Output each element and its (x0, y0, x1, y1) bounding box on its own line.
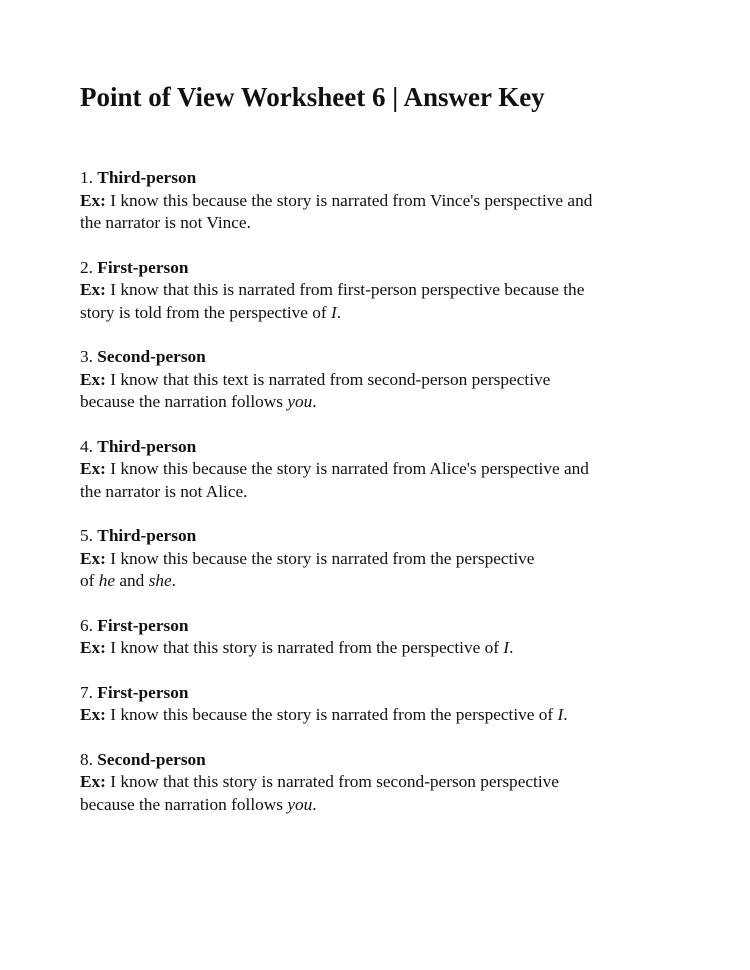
explanation-text: the narrator is not Vince. (80, 213, 251, 232)
explanation-text: . (312, 392, 317, 411)
ex-label: Ex: (80, 459, 106, 478)
explanation-text: I know that this story is narrated from second-person perspective (110, 772, 559, 791)
answer-value: Second-person (97, 749, 206, 769)
explanation-line (80, 548, 680, 571)
ex-label: Ex: (80, 190, 106, 210)
ex-label: Ex: (80, 548, 106, 568)
answer-number: 7. (80, 682, 93, 702)
explanation-line (80, 279, 680, 302)
explanation-line (80, 771, 680, 794)
explanation-text: and (115, 571, 149, 590)
explanation-text: . (171, 571, 176, 590)
emphasis-text: I (557, 705, 564, 724)
explanation-line (80, 458, 680, 481)
explanation-line (80, 302, 680, 325)
answer-number: 5. (80, 526, 93, 545)
emphasis-text: you (287, 794, 313, 814)
answer-heading (80, 525, 680, 548)
emphasis-text: she (148, 571, 172, 590)
explanation-text: . (336, 302, 342, 322)
answer-number: 6. (80, 615, 93, 635)
answer-heading (80, 749, 680, 772)
emphasis-text: he (98, 571, 116, 590)
answer-heading (80, 615, 680, 638)
explanation-text: . (312, 794, 317, 814)
explanation-text: . (509, 638, 514, 657)
answer-item-6 (80, 615, 680, 660)
ex-label: Ex: (80, 280, 106, 299)
page-title: Point of View Worksheet 6 | Answer Key (80, 82, 545, 112)
answer-item-8 (80, 749, 680, 817)
answer-item-7 (80, 682, 680, 727)
ex-label: Ex: (80, 638, 106, 657)
answer-item-5 (80, 525, 680, 593)
answer-number: 4. (80, 436, 93, 456)
answer-number: 1. (80, 168, 93, 187)
explanation-text: I know this because the story is narrated from Alice's perspective and (110, 459, 589, 478)
explanation-text: the narrator is not Alice. (80, 481, 248, 501)
answer-number: 8. (80, 749, 93, 769)
explanation-text: I know this because the story is narrated from Vince's perspective and (110, 190, 593, 210)
answer-value: First-person (97, 615, 189, 635)
answer-value: First-person (97, 682, 189, 702)
explanation-text: because the narration follows (80, 794, 288, 814)
explanation-line (80, 391, 680, 414)
explanation-line (80, 794, 680, 817)
answer-value: Third-person (97, 526, 197, 545)
explanation-line (80, 637, 680, 660)
explanation-text: . (563, 705, 568, 724)
ex-label: Ex: (80, 772, 106, 791)
answer-heading (80, 436, 680, 459)
explanation-line (80, 570, 680, 593)
emphasis-text: I (331, 302, 337, 322)
ex-label: Ex: (80, 705, 106, 724)
explanation-line (80, 212, 680, 235)
explanation-line (80, 190, 680, 213)
answer-item-1 (80, 167, 680, 235)
answer-list (80, 167, 680, 816)
answer-value: Third-person (97, 436, 197, 456)
explanation-text: I know that this is narrated from first-person perspective because the (110, 280, 585, 299)
explanation-text: story is told from the perspective of (80, 302, 332, 322)
explanation-text: I know this because the story is narrated from the perspective (110, 548, 535, 568)
answer-heading (80, 257, 680, 280)
answer-heading (80, 682, 680, 705)
answer-heading (80, 167, 680, 190)
answer-item-2 (80, 257, 680, 325)
explanation-text: I know that this text is narrated from second-person perspective (110, 369, 551, 389)
explanation-text: I know this because the story is narrated from the perspective of (110, 705, 558, 724)
answer-value: Second-person (97, 347, 206, 366)
explanation-text: of (80, 571, 99, 590)
emphasis-text: you (287, 392, 313, 411)
answer-item-4 (80, 436, 680, 504)
ex-label: Ex: (80, 369, 106, 389)
answer-number: 3. (80, 347, 93, 366)
answer-value: Third-person (97, 168, 197, 187)
answer-item-3 (80, 346, 680, 414)
explanation-text: I know that this story is narrated from the perspective of (110, 638, 504, 657)
answer-heading (80, 346, 680, 369)
explanation-text: because the narration follows (80, 392, 288, 411)
emphasis-text: I (503, 638, 510, 657)
explanation-line (80, 481, 680, 504)
explanation-line (80, 369, 680, 392)
explanation-line (80, 704, 680, 727)
answer-value: First-person (97, 257, 189, 277)
answer-number: 2. (80, 257, 93, 277)
